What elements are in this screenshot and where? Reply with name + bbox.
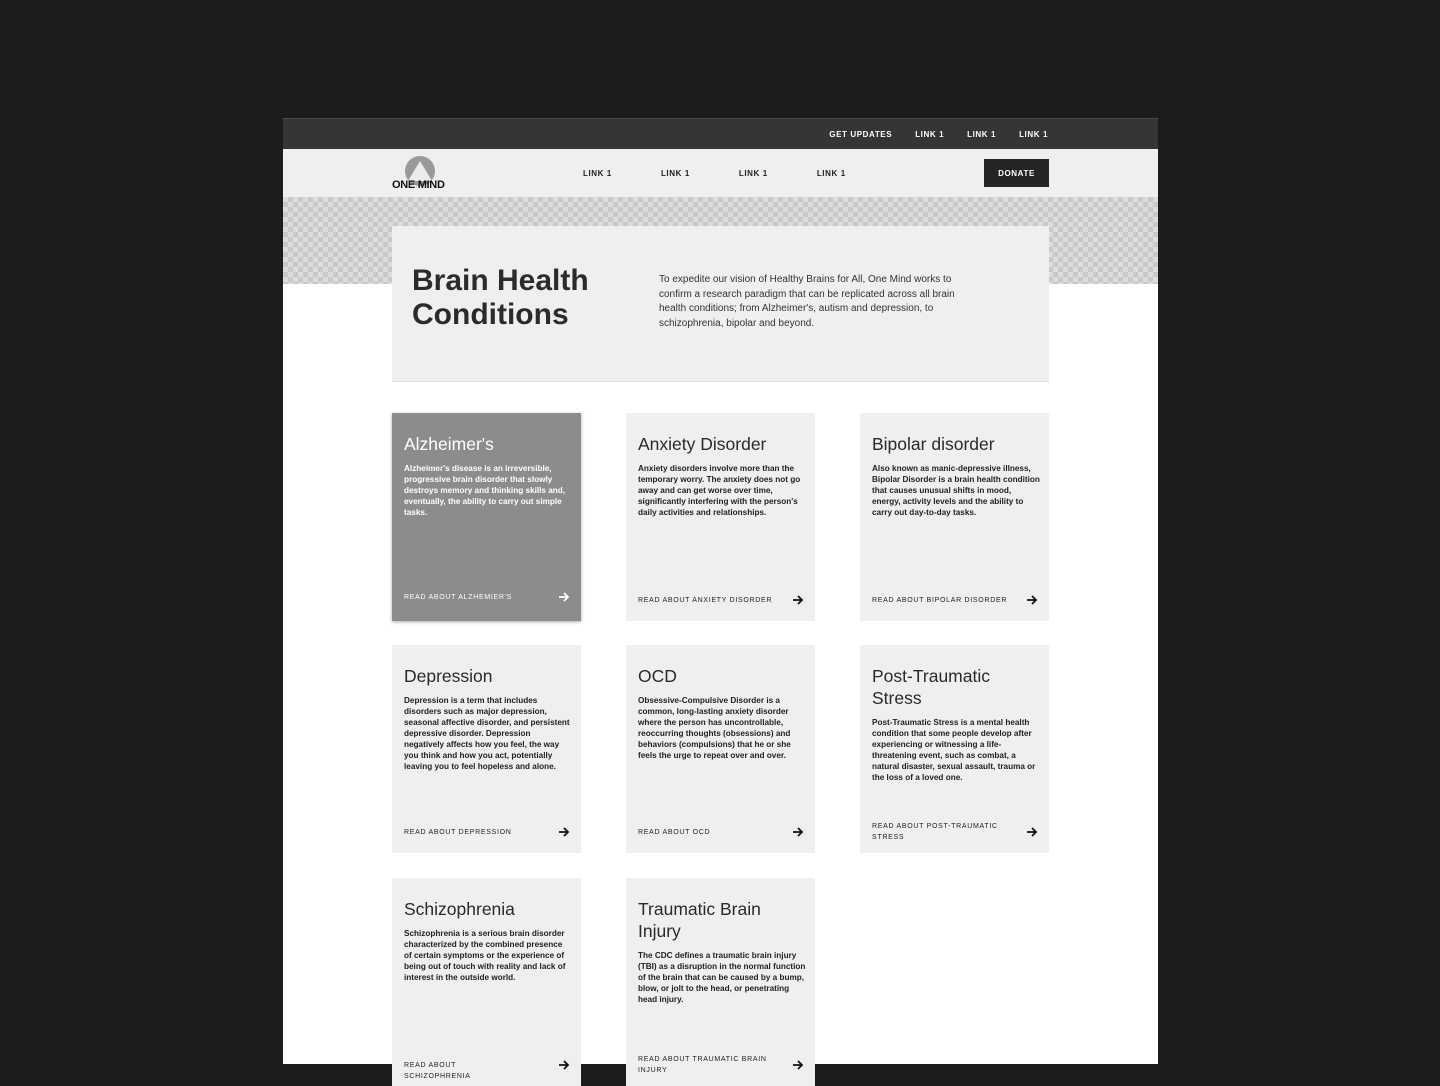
card-read-more-link[interactable]: READ ABOUT POST-TRAUMATIC STRESS — [872, 823, 998, 841]
one-mind-logo[interactable] — [392, 155, 452, 191]
arrow-right-icon[interactable] — [557, 825, 571, 839]
page-title: Brain Health Conditions — [412, 264, 589, 331]
utility-link-2[interactable]: LINK 1 — [967, 129, 997, 139]
card-title: OCD — [638, 666, 677, 686]
arrow-right-icon[interactable] — [791, 1058, 805, 1072]
card-description: Also known as manic-depressive illness, Bipolar Disorder is a brain health condition that causes unusual shifts in mood, energy, activity levels and the ability to carry out day-to-day tasks. — [872, 464, 1040, 517]
arrow-right-icon[interactable] — [557, 1058, 571, 1072]
arrow-right-icon[interactable] — [1025, 825, 1039, 839]
condition-card-ptsd[interactable] — [860, 645, 1049, 853]
card-title: Schizophrenia — [404, 899, 515, 919]
card-description: Depression is a term that includes disorders such as major depression, seasonal affective disorder, and persistent depressive disorder. Depression negatively affects how you feel, the way you think and how you act, potentially leaving you to feel hopeless and alone. — [404, 696, 570, 771]
condition-card-anxiety[interactable] — [626, 413, 815, 621]
arrow-right-icon[interactable] — [557, 590, 571, 604]
card-read-more-link[interactable]: READ ABOUT ANXIETY DISORDER — [638, 597, 773, 604]
card-title: Alzheimer's — [404, 434, 494, 454]
card-description: Obsessive-Compulsive Disorder is a common, long-lasting anxiety disorder where the person has uncontrollable, reoccurring thoughts (obsessions) and behaviors (compulsions) that he or she feels the urge to repeat over and over. — [638, 696, 791, 760]
donate-button[interactable]: DONATE — [984, 159, 1049, 187]
nav-link-3[interactable]: LINK 1 — [738, 168, 768, 178]
card-read-more-link[interactable]: READ ABOUT OCD — [638, 829, 711, 836]
card-description: Schizophrenia is a serious brain disorder characterized by the combined presence of certain symptoms or the experience of being out of touch with reality and lack of interest in the outside world. — [404, 929, 566, 982]
card-read-more-link[interactable]: READ ABOUT TRAUMATIC BRAIN INJURY — [638, 1056, 767, 1074]
nav-links — [583, 149, 895, 197]
condition-card-bipolar[interactable] — [860, 413, 1049, 621]
card-title: Depression — [404, 666, 493, 686]
nav-link-1[interactable]: LINK 1 — [583, 168, 612, 178]
card-description: The CDC defines a traumatic brain injury (TBI) as a disruption in the normal function of the brain that can be caused by a bump, blow, or jolt to the head, or penetrating head injury. — [638, 951, 806, 1004]
hero-panel — [392, 226, 1049, 382]
condition-card-depression[interactable] — [392, 645, 581, 853]
card-title: Post-Traumatic Stress — [872, 666, 990, 708]
condition-card-alzheimers[interactable] — [392, 413, 581, 621]
nav-link-4[interactable]: LINK 1 — [816, 168, 846, 178]
condition-card-tbi[interactable] — [626, 878, 815, 1086]
hero-description: To expedite our vision of Healthy Brains for All, One Mind works to confirm a research paradigm that can be replicated across all brain health conditions; from Alzheimer's, autism and depression, to schizophrenia, bipolar and beyond. — [659, 274, 955, 329]
get-updates-link[interactable]: GET UPDATES — [829, 129, 893, 139]
utility-bar — [283, 118, 1158, 149]
card-read-more-link[interactable]: READ ABOUT BIPOLAR DISORDER — [872, 597, 1008, 604]
card-description: Alzheimer's disease is an irreversible, progressive brain disorder that slowly destroys memory and thinking skills and, eventually, the ability to carry out simple tasks. — [404, 464, 566, 517]
card-read-more-link[interactable]: READ ABOUT SCHIZOPHRENIA — [404, 1062, 471, 1080]
card-description: Post-Traumatic Stress is a mental health condition that some people develop after experiencing or witnessing a life-threatening event, such as combat, a natural disaster, sexual assault, trauma or the loss of a loved one. — [872, 718, 1036, 782]
card-description: Anxiety disorders involve more than the temporary worry. The anxiety does not go away and can get worse over time, significantly interfering with the person's daily activities and relationships. — [638, 464, 801, 517]
arrow-right-icon[interactable] — [1025, 593, 1039, 607]
card-read-more-link[interactable]: READ ABOUT DEPRESSION — [404, 829, 512, 836]
browser-frame — [283, 118, 1158, 1080]
arrow-right-icon[interactable] — [791, 593, 805, 607]
card-title: Traumatic Brain Injury — [638, 899, 761, 941]
main-navigation — [283, 149, 1158, 197]
card-read-more-link[interactable]: READ ABOUT ALZHEMIER'S — [404, 594, 513, 601]
logo-text: ONE MIND — [392, 179, 445, 191]
card-title: Bipolar disorder — [872, 434, 995, 454]
utility-link-3[interactable]: LINK 1 — [1019, 129, 1048, 139]
utility-link-1[interactable]: LINK 1 — [915, 129, 945, 139]
arrow-right-icon[interactable] — [791, 825, 805, 839]
condition-card-ocd[interactable] — [626, 645, 815, 853]
card-title: Anxiety Disorder — [638, 434, 767, 454]
condition-card-schizophrenia[interactable] — [392, 878, 581, 1086]
nav-link-2[interactable]: LINK 1 — [660, 168, 690, 178]
